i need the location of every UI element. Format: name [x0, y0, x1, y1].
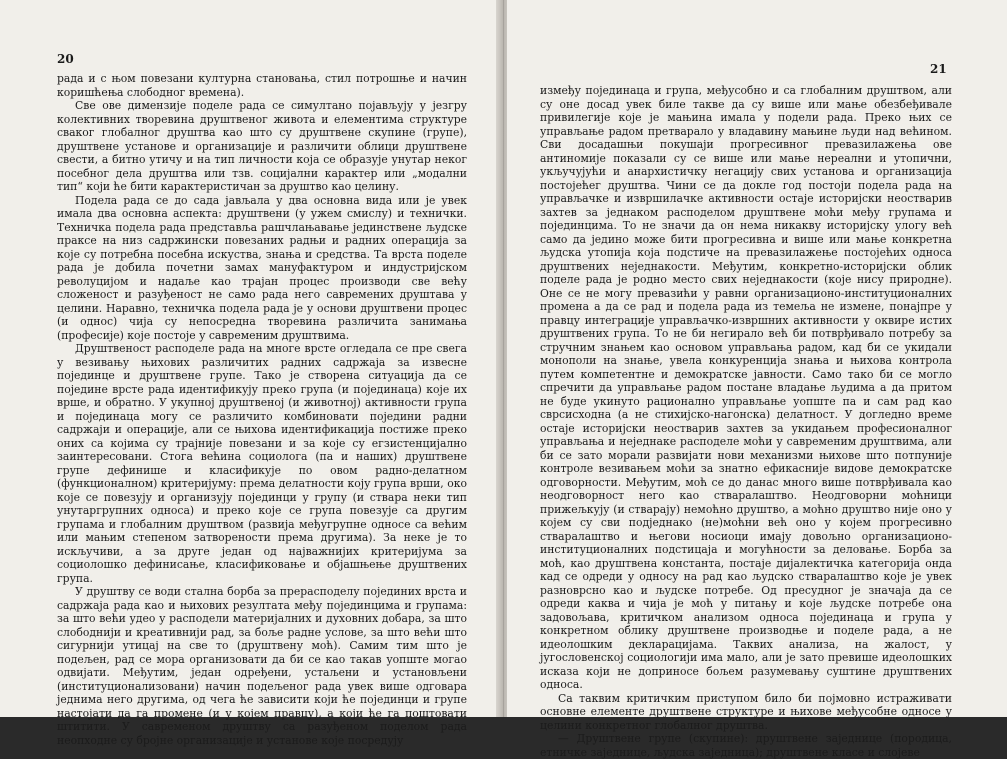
right-page	[507, 0, 1007, 759]
paragraph: Све ове димензије поделе рада се симултано појављују у језгру колективних творевина друштвеног живота и елементима структуре сваког глобалног друштва као што су друштвене скупине (групе), друштвене установе и организације и различити облици друштвене свести, а битно утичу и на тип личности која се образује унутар неког посебног дела друштва или тзв. социјални карактер или „модални тип“ који ће бити карактеристичан за друштво као целину.	[57, 99, 467, 193]
page-number: 21	[930, 62, 947, 76]
paragraph: Са таквим критичким приступом било би појмовно истраживати основне елементе друштвене структуре и њихове међусобне односе у целини конкретног глобалног друштва.	[540, 691, 952, 732]
left-page	[0, 0, 500, 747]
paragraph: У друштву се води стална борба за прерасподелу појединих врста и садржаја рада као и њихових резултата међу појединцима и групама: за што већи удео у расподели материјалних и духовних добара, за што слободнији и креативнији рад, за боље радне услове, за што већи што сигурнији утицај на све то (друштвену моћ). Самим тим што је подељен, рад се мора организовати да би се као такав уопште могао одвијати. Међутим, један одређени, устаљени и установљени (институционализовани) начин подељеног рада увек више одговара једнима него другима, од чега ће зависити који ће појединци и групе настојати да га промене (и у којем правцу), а који ће га поштовати штитити. У савременом друштву са разуђеном поделом рада неопходне су бројне организације и установе које посредују	[57, 585, 467, 747]
paragraph: Друштвеност расподеле рада на многе врсте огледала се пре свега у везивању њихових различитих радних садржаја за извесне појединце и друштвене групе. Тако је створена ситуација да се поједине врсте рада идентификују преко група (и појединаца) које их врше, и обратно. У укупној друштвеној (и животној) активности група и појединаца могу се различито комбиновати поједини радни садржаји и операције, али се њихова идентификација постиже преко оних са којима су трајније повезани и за које су егзистенцијално заинтересовани. Стога већина социолога (па и наших) друштвене групе дефинише и класификује по овом радно-делатном (функционалном) критеријуму: према делатности коју група врши, око које се повезују и организују појединци у групу (и ствара неки тип унутаргрупних односа) и преко које се група повезује са другим групама и глобалним друштвом (развија међугрупне односе са већим или мањим степеном затворености према другима). За неке је то искључиви, а за друге један од најважнијих критеријума за социолошко дефинисање, класификовање и објашњење друштвених група.	[57, 342, 467, 585]
paragraph: између појединаца и група, међусобно и са глобалним друштвом, али су оне досад увек биле такве да су више или мање обезбеђивале привилегије које је мањина имала у подели рада. Преко њих се управљање радом претварало у владавину мањине људи над већином. Сви досадашњи покушаји прогресивног превазилажења ове антиномије показали су се више или мање нереални и утопични, укључујући и анархистичку негацију свих установа и организација постојећег друштва. Чини се да докле год постоји подела рада на управљачке и извршилачке активности остаје историјски неостварив захтев за једнаком расподелом друштвене моћи међу групама и појединцима. То не значи да он нема никакву историјску улогу већ само да једино може бити прогресивна и више или мање конкретна људска утопија која подстиче на превазилажење постојећих односа друштвених неједнакости. Међутим, конкретно-историјски облик поделе рада је родно место свих неједнакости (које нису природне). Оне се не могу превазићи у равни организационо-институционалних промена а да се рад и подела рада из темеља не измене, понајпре у правцу интеграције управљачко-извршних активности у оквире истих друштвених група. То не би негирало већ би потврђивало потребу за стручним знањем као основом управљања радом, кад би се укидали монополи на знање, увела конкуренција знања и њихова контрола путем компетентне и демократске јавности. Само тако би се могло спречити да управљање радом постане владање људима а да притом не буде укинуто рационално управљање уопште па и сам рад као сврсисходна (а не стихијско-нагонска) делатност. У догледно време остаје историјски неостварив захтев за укидањем професионалног управљања и неједнаке расподеле моћи у савременим друштвима, али би се зато морали развијати нови механизми њихове што потпуније контроле везивањем моћи за знатно ефикасније видове демократске одговорности. Међутим, моћ се до данас много више потврђивала као неодговорност него као стваралаштво. Неодговорни моћници прижељкују (и стварају) немоћно друштво, а моћно друштво није оно у којем су сви подједнако (не)моћни већ оно у којем прогресивно стваралаштво и његови носиоци имају довољно организационо-институционалних подстицаја и могућности за деловање. Борба за моћ, као друштвена константа, постаје дијалектичка категорија онда кад се одреди у односу на рад као људско стваралаштво које је увек разноврсно као и људске потребе. Од пресудног је значаја да се одреди каква и чија је моћ у питању и које људске потребе она задовољава, критичком анализом односа појединаца и група у конкретном облику друштвене производње и поделе рада, а не идеолошким декларацијама. Таквих анализа, на жалост, у југословенској социологији има мало, али је зато превише идеолошких исказа који не доприносе бољем разумевању суштине друштвених односа.	[540, 84, 952, 691]
page-number: 20	[57, 52, 74, 66]
page-body	[540, 84, 952, 759]
paragraph: рада и с њом повезани културна становања, стил потрошње и начин коришћења слободног времена).	[57, 72, 467, 99]
page-body	[57, 72, 467, 747]
paragraph: — Друштвене групе (скупине): друштвене заједнице (породица, етничке заједнице, људска заједница); друштвене класе и слојеве	[540, 732, 952, 759]
paragraph: Подела рада се до сада јављала у два основна вида или је увек имала два основна аспекта: друштвени (у ужем смислу) и технички. Техничка подела рада представља рашчлањавање јединствене људске праксе на низ садржински повезаних радњи и радних операција за које су потребна посебна искуства, знања и средства. Та врста поделе рада је добила почетни замах мануфактуром и индустријском револуцијом и надаље као трајан процес производи све већу сложеност и разуђеност не само рада него савремених друштава у целини. Наравно, техничка подела рада је у основи друштвени процес (и однос) чија су непосредна творевина различита занимања (професије) које постоје у савременим друштвима.	[57, 193, 467, 342]
